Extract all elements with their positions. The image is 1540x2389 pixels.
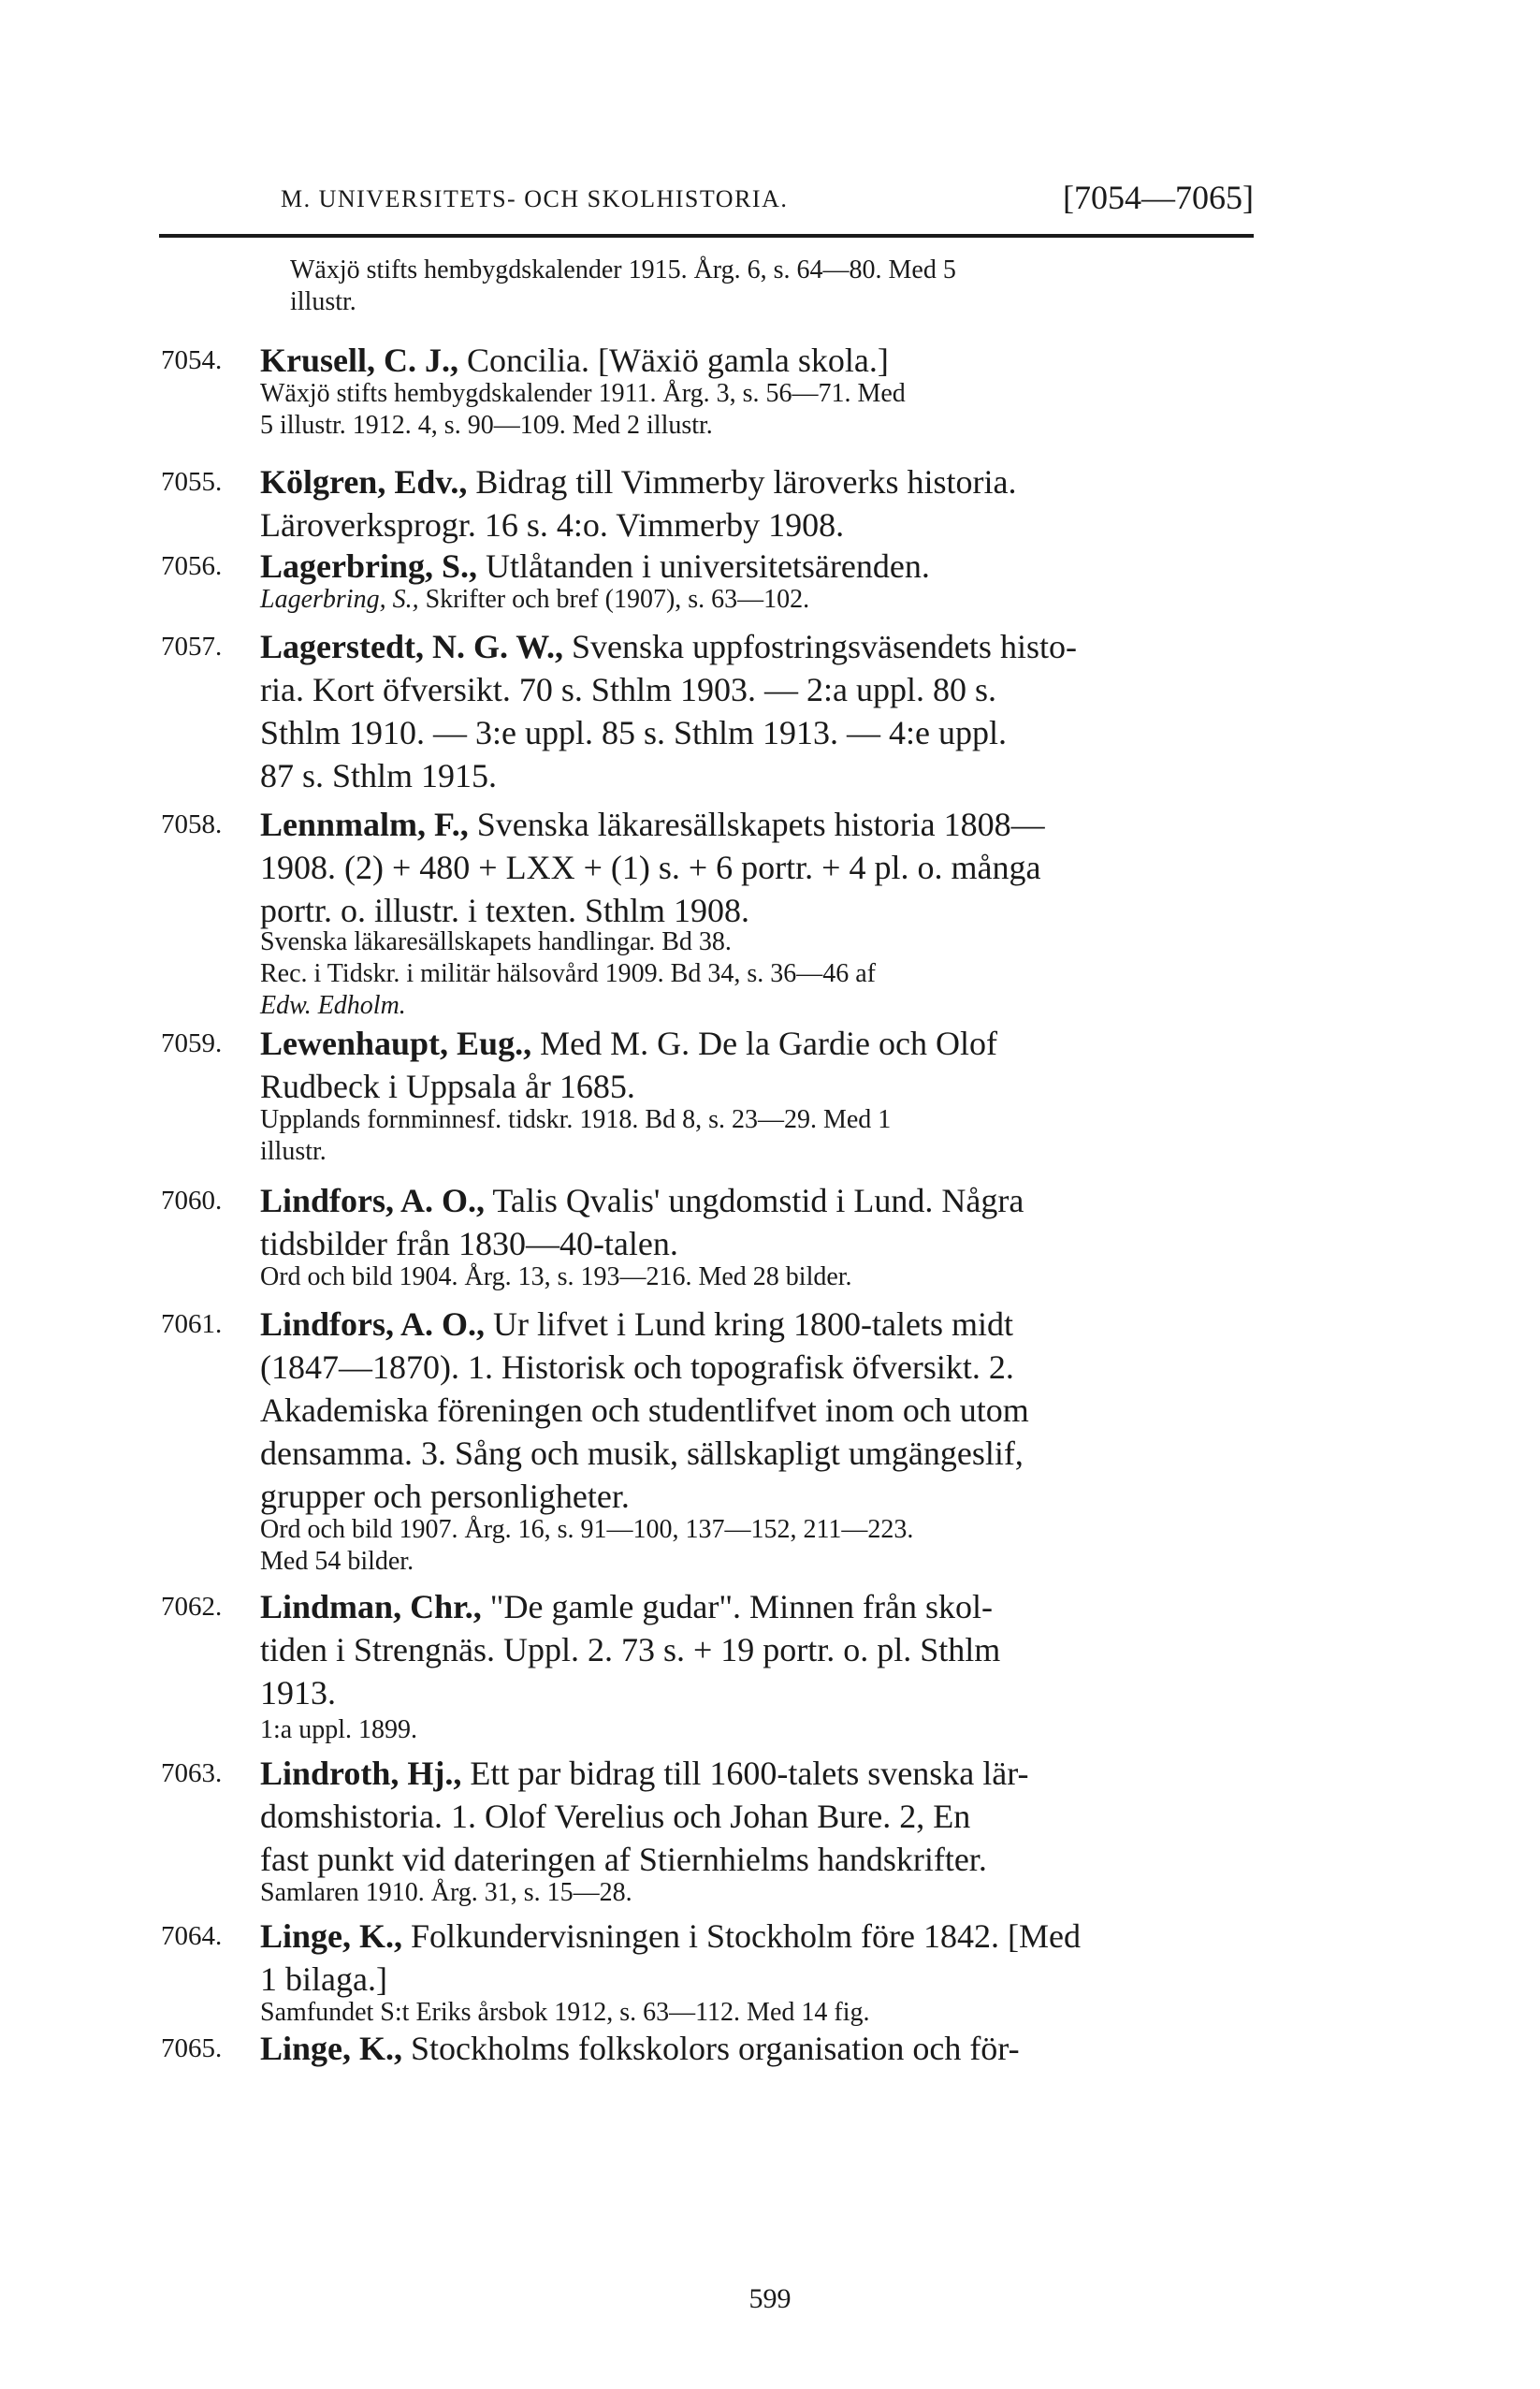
entry-line: Krusell, C. J., Concilia. [Wäxiö gamla skola.]: [260, 342, 889, 379]
continuation-line: Wäxjö stifts hembygdskalender 1915. Årg. 6, s. 64—80. Med 5: [290, 255, 956, 284]
page-number: 599: [748, 2283, 792, 2314]
entry-source: Svenska läkaresällskapets handlingar. Bd 38. Rec. i Tidskr. i militär hälsovård 1909. Bd 34, s. 36—46 af Edw. Edholm.: [260, 927, 876, 1020]
entry-author: Lindfors, A. O.,: [260, 1305, 486, 1343]
entry-author: Lagerstedt, N. G. W.,: [260, 628, 563, 665]
entry-author: Lindman, Chr.,: [260, 1588, 482, 1625]
entry-number: 7059.: [161, 1028, 223, 1058]
entry-title: Lindroth, Hj., Ett par bidrag till 1600-talets svenska lär- domshistoria. 1. Olof Verelius och Johan Bure. 2, En fast punkt vid dateringen af Stiernhielms handskrifter.: [260, 1755, 1029, 1878]
entry-title: Lewenhaupt, Eug., Med M. G. De la Gardie och Olof Rudbeck i Uppsala år 1685.: [260, 1025, 997, 1105]
entry-number: 7055.: [161, 467, 223, 497]
entry-title: Lindman, Chr., "De gamle gudar". Minnen från skol- tiden i Strengnäs. Uppl. 2. 73 s. + 19 portr. o. pl. Sthlm 1913.: [260, 1588, 1001, 1712]
entry-source: Wäxjö stifts hembygdskalender 1911. Årg. 3, s. 56—71. Med 5 illustr. 1912. 4, s. 90—109. Med 2 illustr.: [260, 379, 906, 440]
entry-source: 1:a uppl. 1899.: [260, 1715, 417, 1744]
entry-source: Ord och bild 1904. Årg. 13, s. 193—216. Med 28 bilder.: [260, 1262, 852, 1291]
entry-title: Kölgren, Edv., Bidrag till Vimmerby läroverks historia. Läroverksprogr. 16 s. 4:o. Vimmerby 1908.: [260, 463, 1017, 544]
entry-number: 7061.: [161, 1309, 223, 1339]
running-header: [159, 178, 1254, 225]
entry-number: 7060.: [161, 1186, 223, 1216]
entry-author: Lindfors, A. O.,: [260, 1182, 486, 1219]
entry-title: [260, 339, 1252, 382]
continuation-note: [290, 255, 1254, 318]
entry-source: Upplands fornminnesf. tidskr. 1918. Bd 8, s. 23—29. Med 1 illustr.: [260, 1105, 892, 1166]
entry-number: 7058.: [161, 809, 223, 839]
entry-source: Samlaren 1910. Årg. 31, s. 15—28.: [260, 1878, 632, 1907]
entry-source: Samfundet S:t Eriks årsbok 1912, s. 63—112. Med 14 fig.: [260, 1998, 870, 2027]
entry-title: Lindfors, A. O., Talis Qvalis' ungdomstid i Lund. Några tidsbilder från 1830—40-talen.: [260, 1182, 1024, 1262]
entry-number: 7064.: [161, 1921, 223, 1951]
entry-author: Lindroth, Hj.,: [260, 1755, 462, 1792]
entry-number: 7057.: [161, 632, 223, 662]
entry-number: 7063.: [161, 1758, 223, 1788]
entry-number: 7056.: [161, 551, 223, 581]
entry-number: 7062.: [161, 1592, 223, 1622]
entry-title: Linge, K., Folkundervisningen i Stockholm före 1842. [Med 1 bilaga.]: [260, 1917, 1081, 1998]
entry-title: Lennmalm, F., Svenska läkaresällskapets historia 1808— 1908. (2) + 480 + LXX + (1) s. + 6 portr. + 4 pl. o. många portr. o. illustr. i texten. Sthlm 1908.: [260, 806, 1045, 929]
entry-author: Krusell, C. J.,: [260, 342, 458, 379]
entry-number: 7065.: [161, 2033, 223, 2063]
entry-range: [7054—7065]: [1063, 179, 1254, 216]
entry-author: Lewenhaupt, Eug.,: [260, 1025, 532, 1062]
entry-title: Lindfors, A. O., Ur lifvet i Lund kring 1800-talets midt (1847—1870). 1. Historisk och topografisk öfversikt. 2. Akademiska föreningen och studentlifvet inom och utom densamma. 3. Sång och musik, sällskapligt umgängeslif, grupper och personligheter.: [260, 1305, 1029, 1515]
entry-author: Lagerbring, S.,: [260, 547, 478, 585]
entry-title: Lagerbring, S., Utlåtanden i universitetsärenden.: [260, 547, 930, 585]
entry-title: Linge, K., Stockholms folkskolors organisation och för-: [260, 2030, 1020, 2067]
continuation-line: illustr.: [290, 287, 356, 316]
entry-author: Linge, K.,: [260, 2030, 403, 2067]
entry-title: Lagerstedt, N. G. W., Svenska uppfostringsväsendets histo- ria. Kort öfversikt. 70 s. Sthlm 1903. — 2:a uppl. 80 s. Sthlm 1910. — 3:e uppl. 85 s. Sthlm 1913. — 4:e uppl. 87 s. Sthlm 1915.: [260, 628, 1077, 794]
entry-source: Ord och bild 1907. Årg. 16, s. 91—100, 137—152, 211—223. Med 54 bilder.: [260, 1515, 914, 1576]
entry-author: Kölgren, Edv.,: [260, 463, 468, 501]
header-rule: [159, 234, 1254, 238]
entry-author: Lennmalm, F.,: [260, 806, 469, 843]
entry-number: 7054.: [161, 345, 223, 375]
entry-source: Lagerbring, S., Skrifter och bref (1907), s. 63—102.: [260, 585, 810, 614]
entry-author: Linge, K.,: [260, 1917, 403, 1955]
section-title: M. UNIVERSITETS- OCH SKOLHISTORIA.: [281, 185, 789, 212]
